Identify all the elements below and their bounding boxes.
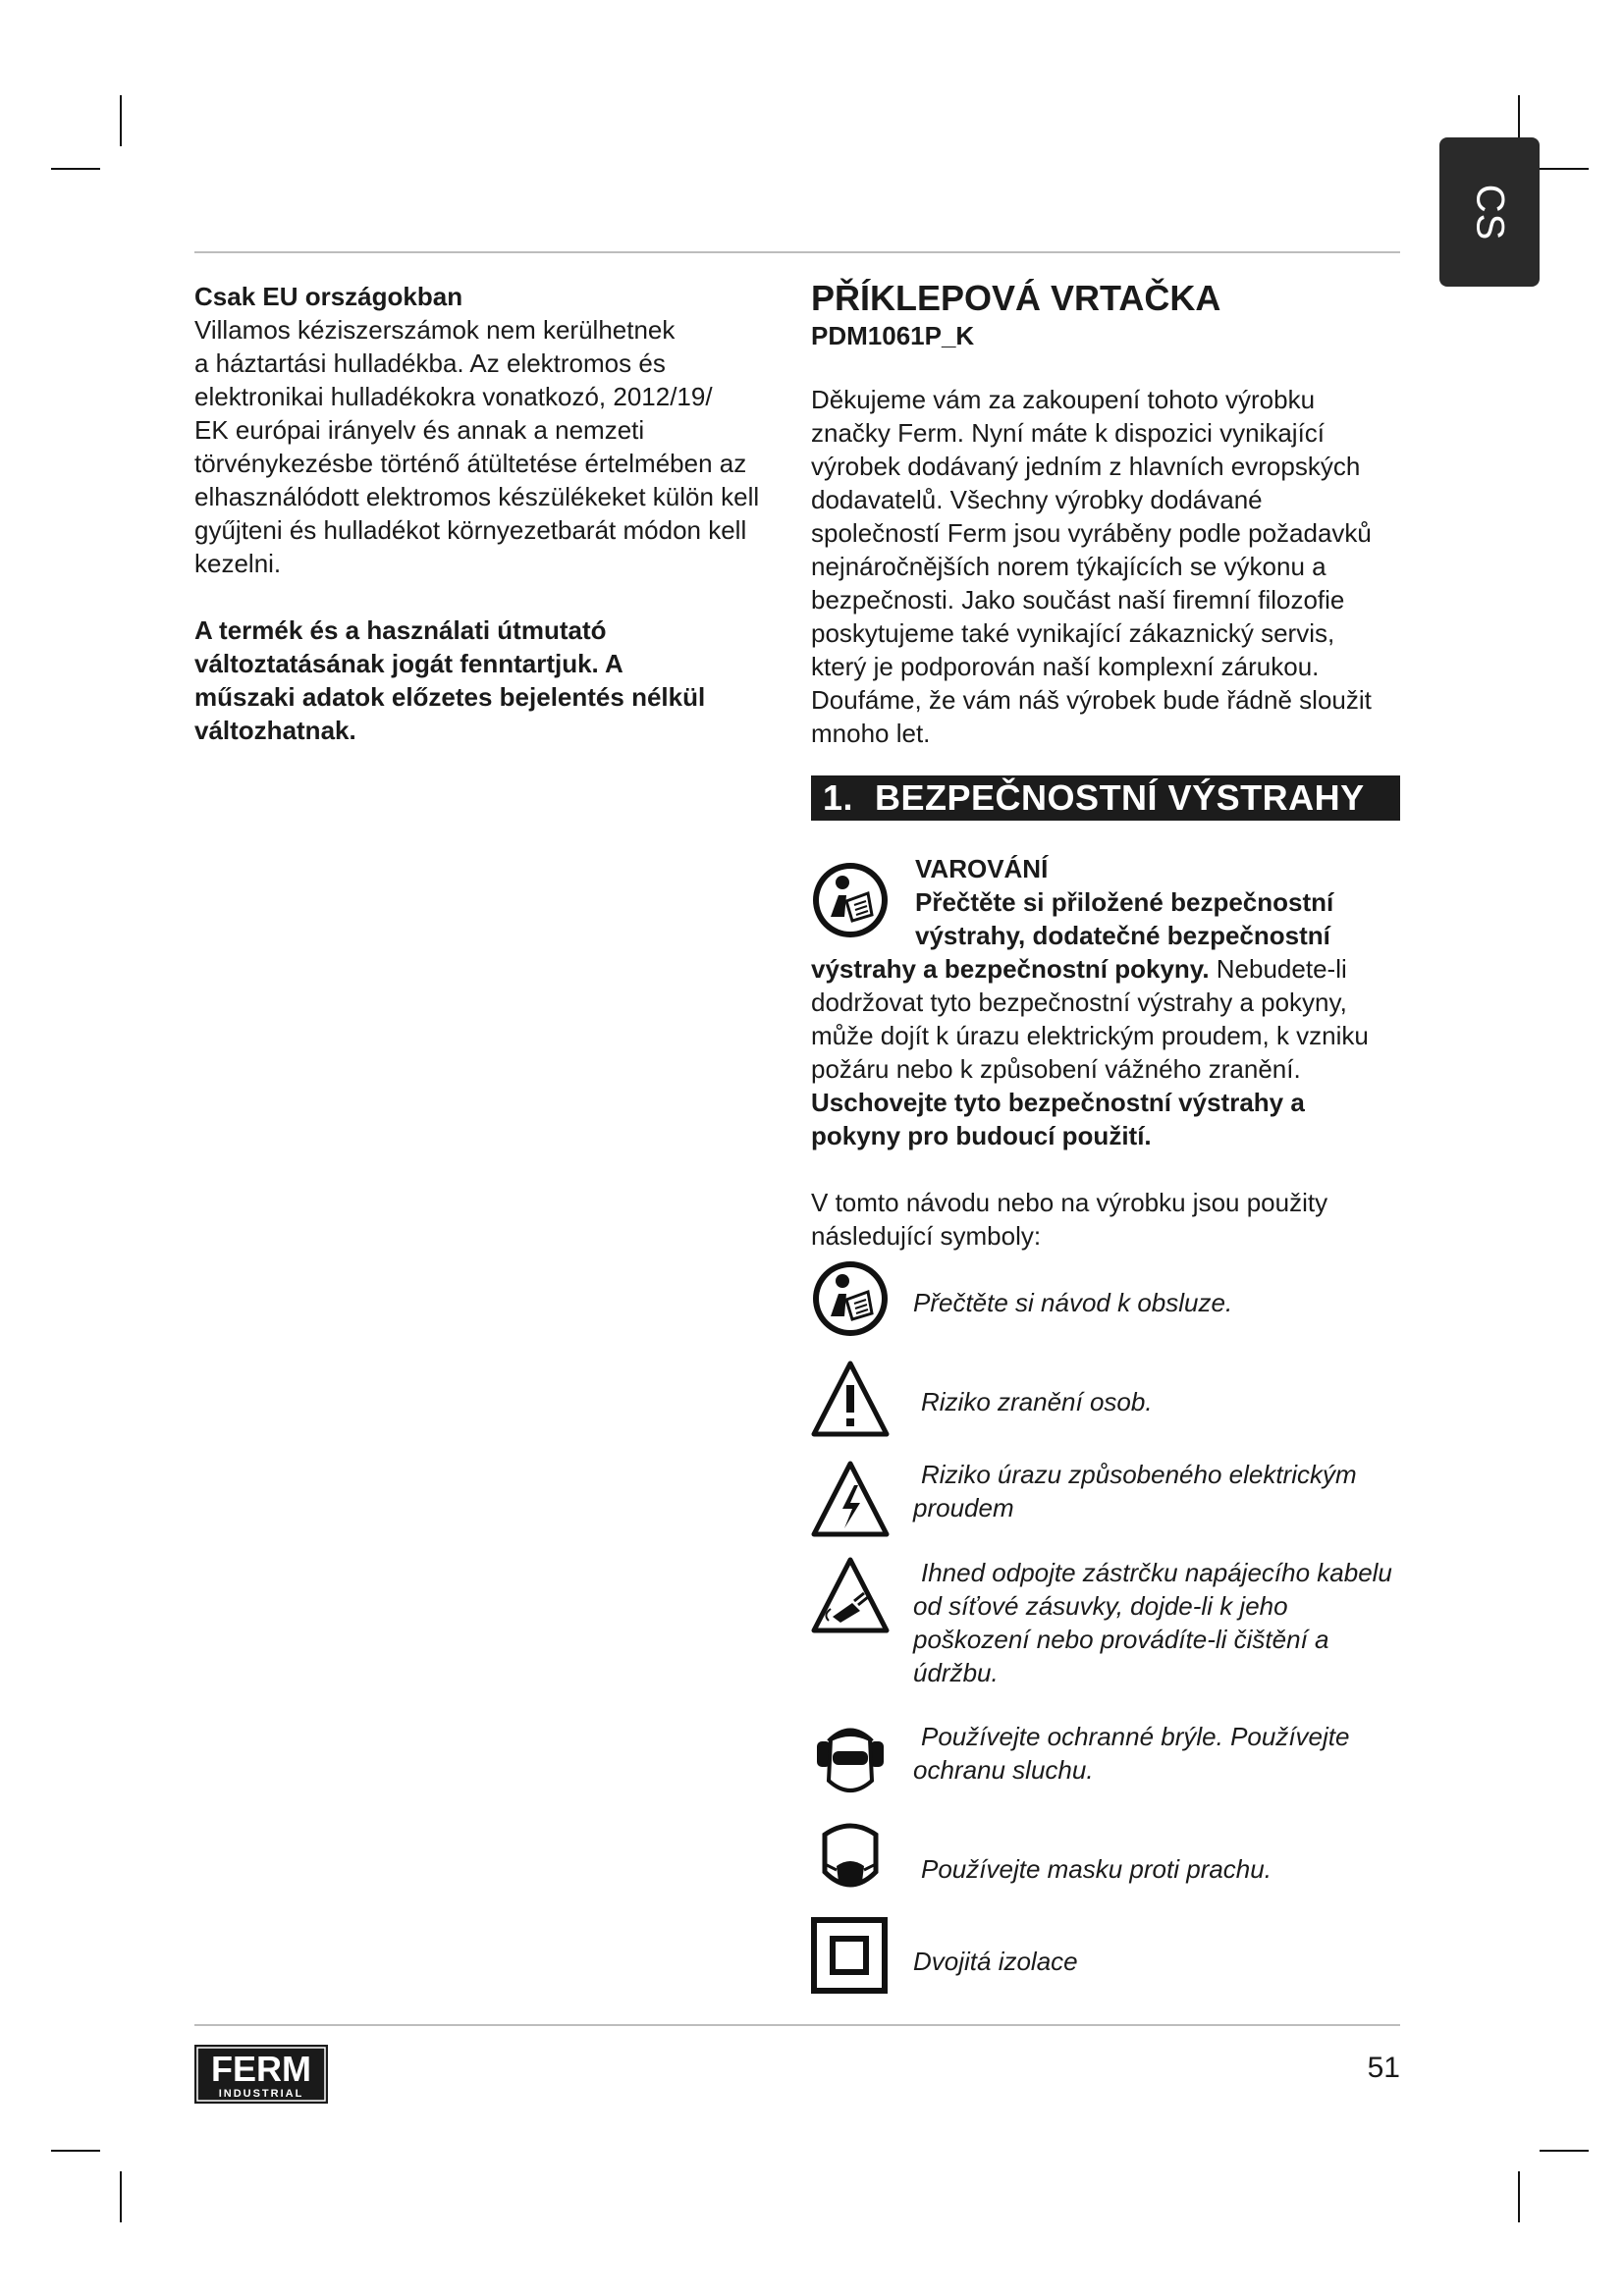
keep-instructions-line: pokyny pro budoucí použití.: [811, 1121, 1152, 1150]
intro-line: nejnáročnějších norem týkajících se výkonu a: [811, 552, 1326, 581]
language-code: CS: [1468, 184, 1512, 240]
unplug-icon: [811, 1556, 890, 1634]
intro-line: výrobek dodávaný jedním z hlavních evropských: [811, 452, 1361, 481]
symbols-intro-line: následující symboly:: [811, 1221, 1042, 1251]
read-manual-icon: [811, 1259, 890, 1338]
logo-text: FERM: [211, 2049, 311, 2089]
warning-bold-line: výstrahy, dodatečné bezpečnostní: [915, 921, 1330, 950]
eu-text-line: Villamos kéziszerszámok nem kerülhetnek: [194, 315, 676, 345]
warning-triangle-icon: [811, 1360, 890, 1438]
warning-label: VAROVÁNÍ: [915, 854, 1049, 883]
intro-line: který je podporován naší komplexní zárukou.: [811, 652, 1320, 681]
warning-bold-line: výstrahy a bezpečnostní pokyny.: [811, 954, 1210, 984]
crop-mark: [1540, 2150, 1589, 2152]
notice-line: A termék és a használati útmutató: [194, 615, 607, 645]
symbol-row: [811, 1556, 1420, 1693]
left-column: [194, 280, 793, 747]
language-tab: [1439, 137, 1540, 287]
section-title: BEZPEČNOSTNÍ VÝSTRAHY: [875, 777, 1365, 818]
eu-text-line: a háztartási hulladékba. Az elektromos és: [194, 348, 666, 378]
symbol-text: Přečtěte si návod k obsluze.: [913, 1288, 1233, 1317]
electric-shock-icon: [811, 1460, 890, 1538]
symbol-text: Dvojitá izolace: [913, 1947, 1078, 1976]
product-model: PDM1061P_K: [811, 321, 975, 350]
ferm-logo: [194, 2045, 328, 2104]
crop-mark: [51, 2150, 100, 2152]
symbol-row: [811, 1360, 1420, 1440]
crop-mark: [51, 168, 100, 170]
warning-block: [811, 852, 1400, 1253]
symbol-text: od síťové zásuvky, dojde-li k jeho: [913, 1591, 1288, 1621]
eu-text-line: törvénykezésbe történő átültetése értelmében az: [194, 449, 747, 478]
notice-line: változtatásának jogát fenntartjuk. A: [194, 649, 623, 678]
symbol-row: [811, 1259, 1420, 1338]
notice-line: műszaki adatok előzetes bejelentés nélkül: [194, 682, 706, 712]
eu-heading: Csak EU országokban: [194, 282, 463, 311]
symbol-text: Riziko úrazu způsobeného elektrickým: [921, 1460, 1357, 1489]
intro-line: mnoho let.: [811, 719, 931, 748]
symbol-text: Používejte ochranné brýle. Používejte: [921, 1722, 1350, 1751]
symbol-row: [811, 1917, 1420, 1996]
intro-line: značky Ferm. Nyní máte k dispozici vynikající: [811, 418, 1326, 448]
right-column: [811, 275, 1400, 750]
footer-rule: [194, 2024, 1400, 2026]
warning-bold-line: Přečtěte si přiložené bezpečnostní: [915, 887, 1334, 917]
crop-mark: [120, 95, 122, 146]
page-number: 51: [1367, 2052, 1400, 2084]
goggles-ear-protection-icon: [811, 1720, 890, 1798]
notice-line: változhatnak.: [194, 716, 356, 745]
symbol-row: [811, 1458, 1420, 1538]
intro-line: poskytujeme také vynikající zákaznický servis,: [811, 618, 1335, 648]
intro-line: Děkujeme vám za zakoupení tohoto výrobku: [811, 385, 1316, 414]
eu-text-line: elhasználódott elektromos készülékeket külön kell: [194, 482, 760, 511]
intro-line: Doufáme, že vám náš výrobek bude řádně sloužit: [811, 685, 1372, 715]
crop-mark: [1540, 168, 1589, 170]
section-number: 1.: [823, 777, 854, 818]
product-title: PŘÍKLEPOVÁ VRTAČKA: [811, 278, 1221, 318]
keep-instructions-line: Uschovejte tyto bezpečnostní výstrahy a: [811, 1088, 1305, 1117]
symbol-text: Ihned odpojte zástrčku napájecího kabelu: [921, 1558, 1392, 1587]
eu-text-line: EK európai irányelv és annak a nemzeti: [194, 415, 645, 445]
intro-line: společností Ferm jsou vyráběny podle požadavků: [811, 518, 1372, 548]
symbol-text: Používejte masku proti prachu.: [921, 1854, 1272, 1884]
symbol-text: Riziko zranění osob.: [921, 1387, 1153, 1416]
read-manual-icon: [811, 858, 890, 942]
symbol-row: [811, 1720, 1420, 1800]
symbol-text: poškození nebo provádíte-li čištění a: [913, 1625, 1329, 1654]
eu-text-line: kezelni.: [194, 549, 282, 578]
eu-text-line: elektronikai hulladékokra vonatkozó, 2012/19/: [194, 382, 713, 411]
symbol-text: ochranu sluchu.: [913, 1755, 1094, 1785]
crop-mark: [1518, 2171, 1520, 2222]
logo-subtext: INDUSTRIAL: [218, 2088, 304, 2100]
warning-text-line: může dojít k úrazu elektrickým proudem, k vzniku: [811, 1021, 1369, 1050]
symbol-text: údržbu.: [913, 1658, 999, 1687]
header-rule: [194, 251, 1400, 253]
section-heading: [811, 775, 1400, 821]
symbol-text: proudem: [913, 1493, 1014, 1522]
dust-mask-icon: [811, 1819, 890, 1897]
eu-text-line: gyűjteni és hulladékot környezetbarát módon kell: [194, 515, 747, 545]
double-insulation-icon: [811, 1917, 888, 1994]
symbols-intro-line: V tomto návodu nebo na výrobku jsou použity: [811, 1188, 1328, 1217]
crop-mark: [120, 2171, 122, 2222]
warning-text-line: dodržovat tyto bezpečnostní výstrahy a pokyny,: [811, 988, 1347, 1017]
intro-line: bezpečnosti. Jako součást naší firemní filozofie: [811, 585, 1345, 614]
warning-text: Nebudete-li: [1209, 954, 1347, 984]
warning-text-line: požáru nebo k způsobení vážného zranění.: [811, 1054, 1301, 1084]
symbol-row: [811, 1819, 1420, 1899]
intro-line: dodavatelů. Všechny výrobky dodávané: [811, 485, 1263, 514]
